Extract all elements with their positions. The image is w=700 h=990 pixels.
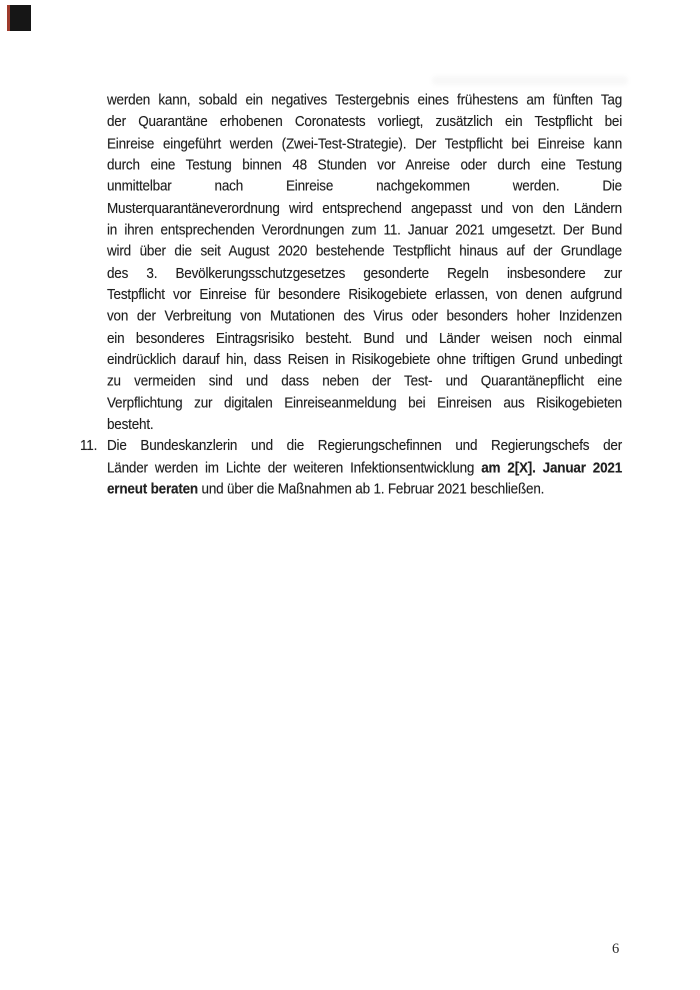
- text-line: [107, 370, 622, 392]
- scan-corner-artifact: [7, 5, 31, 31]
- text-line: [107, 132, 622, 154]
- list-item-number: 11.: [80, 436, 98, 454]
- text-line: [107, 154, 622, 176]
- text-line: [107, 262, 622, 284]
- text-line: [107, 435, 622, 457]
- text-line: [107, 111, 622, 133]
- text-segment: durch eine Testung binnen 48 Stunden vor Anreise oder durch eine Testung: [107, 156, 622, 173]
- text-line: [107, 219, 622, 241]
- text-segment: der Quarantäne erhobenen Coronatests vorliegt, zusätzlich ein Testpflicht bei: [107, 112, 622, 130]
- text-line: [107, 197, 622, 219]
- text-segment: Verpflichtung zur digitalen Einreiseanmeldung bei Einreisen aus Risikogebieten: [107, 393, 622, 411]
- text-block: [80, 89, 623, 500]
- text-segment: und über die Maßnahmen ab 1. Februar 2021 beschließen.: [197, 480, 545, 497]
- text-segment: Musterquarantäneverordnung wird entsprechend angepasst und von den Ländern: [107, 199, 622, 217]
- text-segment: des 3. Bevölkerungsschutzgesetzes gesonderte Regeln insbesondere zur: [107, 264, 622, 281]
- text-line: [107, 456, 622, 478]
- list-item-text: [107, 435, 622, 500]
- list-item-11: [80, 435, 623, 500]
- text-segment: werden kann, sobald ein negatives Testergebnis eines frühestens am fünften Tag: [107, 91, 622, 109]
- text-segment: in ihren entsprechenden Verordnungen zum 11. Januar 2021 umgesetzt. Der Bund: [107, 220, 622, 238]
- text-segment: besteht.: [107, 415, 154, 433]
- bold-text-segment: erneut beraten: [107, 480, 198, 497]
- text-line: [107, 413, 622, 435]
- paragraph-continuation: [107, 89, 622, 435]
- text-line: [107, 348, 622, 370]
- text-segment: ein besonderes Eintragsrisiko besteht. Bund und Länder weisen noch einmal: [107, 328, 622, 346]
- text-segment: Die Bundeskanzlerin und die Regierungschefinnen und Regierungschefs der: [107, 436, 622, 454]
- text-line: [107, 240, 622, 262]
- page-number: 6: [612, 941, 620, 957]
- text-segment: Testpflicht vor Einreise für besondere Risikogebiete erlassen, von denen aufgrund: [107, 285, 622, 303]
- text-segment: zu vermeiden sind und dass neben der Test- und Quarantänepflicht eine: [107, 372, 622, 389]
- text-line: [107, 283, 622, 305]
- text-segment: unmittelbar nach Einreise nachgekommen werden. Die: [107, 177, 622, 195]
- text-segment: von der Verbreitung von Mutationen des Virus oder besonders hoher Inzidenzen: [107, 307, 622, 325]
- bold-text-segment: am 2[X]. Januar 2021: [481, 458, 623, 476]
- text-line: [107, 478, 622, 500]
- text-line: [107, 327, 622, 349]
- text-segment: wird über die seit August 2020 bestehende Testpflicht hinaus auf der Grundlage: [107, 242, 622, 260]
- text-line: [107, 392, 622, 414]
- text-line: [107, 305, 622, 327]
- text-line: [107, 89, 622, 111]
- scan-smudge-artifact: [432, 76, 628, 85]
- text-segment: Länder werden im Lichte der weiteren Infektionsentwicklung: [107, 458, 482, 476]
- text-segment: Einreise eingeführt werden (Zwei-Test-Strategie). Der Testpflicht bei Einreise kann: [107, 134, 622, 152]
- text-segment: eindrücklich darauf hin, dass Reisen in Risikogebiete ohne triftigen Grund unbedingt: [107, 350, 622, 368]
- text-line: [107, 175, 622, 197]
